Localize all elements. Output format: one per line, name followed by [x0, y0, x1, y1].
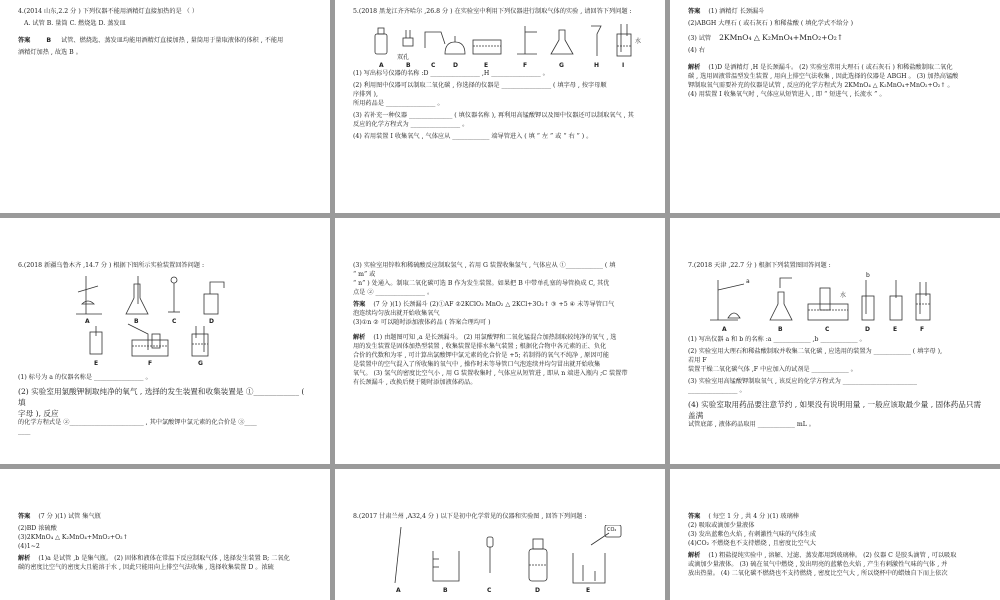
analysis-text-3: 合价的代数和为零 , 可计算出氯酸钾中氯元素的化合价是 +5; 若制得的氧气不纯净 , 原因可能	[353, 351, 609, 359]
q5-part-3a: (3) 若补充一种仪器 ______________ ( 填仪器名称 ), 再利用高锰酸钾以及图中仪器还可以制取氧气 , 其	[353, 111, 634, 119]
fig-label-B: B	[134, 317, 139, 325]
fig-label-G: G	[198, 359, 203, 367]
page-3	[670, 0, 1000, 213]
question-4-options: A. 试管 B. 量筒 C. 燃烧匙 D. 蒸发皿	[24, 19, 126, 27]
q5-part-2c: 所用药品是 ________________ 。	[353, 99, 444, 107]
answer-4: (4)CO₂ 不燃烧也不支持燃烧 , 且密度比空气大	[688, 539, 816, 547]
answer-text: 试管、燃烧匙、蒸发皿均能用酒精灯直接加热 , 量筒用于量取液体的体积 , 不能用	[61, 36, 284, 44]
question-5-stem: 5.(2018 黑龙江齐齐哈尔 ,26.8 分 ) 在实验室中利用下列仪器进行制取气体的实验 , 请回答下列问题 :	[353, 8, 632, 15]
q5-part-4: (4) 若用装置 I 收集氧气 , 气体应从 ____________ 端导管进入 ( 填 “ 左 ” 或 “ 右 ” ) 。	[353, 132, 593, 140]
answer-3	[688, 32, 982, 44]
answer-text-1: (7 分 )(1) 长颈漏斗 (2)①AF ②2KClO₃ MnO₂ △ 2KCl+3O₂↑ ③ +5 ④ 未等导管口气	[373, 300, 615, 308]
fig-label-A: A	[85, 317, 90, 325]
analysis-text-2: 碳 , 选用固液常温型发生装置 , 用向上排空气法收集 , 因此选择的仪器是 ABGH 。 (3) 加热高锰酸	[688, 72, 959, 80]
analysis-text-5: 氧气。 (3) 氢气的密度比空气小 , 用 G 装置收集时 , 气体应从短管进 , 即从 n 端进入瓶内 ;C 装置带	[353, 369, 628, 377]
q7-part-2b: 若用 F	[688, 356, 707, 364]
fig-label-E: E	[484, 61, 489, 69]
fig-label-a: a	[746, 277, 750, 285]
q7-part-3b: ________________ 。	[688, 386, 746, 394]
answer-line-1	[688, 8, 982, 17]
answer-1: ( 每空 1 分 , 共 4 分 )(1) 玻璃棒	[708, 513, 799, 520]
analysis-text-1: (1)D 是酒精灯 ,H 是长颈漏斗。 (2) 实验室常用大理石 ( 或石灰石 ) 和稀盐酸制取二氧化	[708, 63, 953, 71]
analysis-text-2: 碳的密度比空气的密度大且能溶于水 , 因此只能用向上排空气法收集 , 选择收集装置 D 。浓硫	[18, 563, 274, 571]
q7-part-2c: 装置干燥二氧化碳气体 ,F 中应加入的试剂是 ____________ 。	[688, 365, 857, 373]
fig-label-G: G	[559, 61, 564, 69]
fig-label-F: F	[920, 325, 925, 333]
analysis-text-2: 用的发生装置是固体加热型装置 , 收集装置是排水集气装置 ; 根据化合物中各元素的正、负化	[353, 342, 607, 350]
analysis-text-4: (4) 用装置 I 收集氧气时 , 气体应从短管进入 , 即 “ 短进气 , 长流水 ” 。	[688, 90, 886, 98]
answer-line-1	[18, 513, 312, 522]
answer-3-equation: 2KMnO₄ △ K₂MnO₄+MnO₂+O₂↑	[719, 32, 844, 42]
apparatus-figure-q7	[708, 271, 982, 336]
apparatus-figure-q5	[353, 20, 647, 70]
apparatus-drawing	[383, 525, 623, 589]
fig-label-B: B	[778, 325, 783, 333]
analysis-label: 解析	[18, 554, 31, 562]
answer-line-1	[688, 513, 982, 522]
answer-label: 答案	[353, 300, 366, 308]
analysis-line-1	[688, 64, 982, 73]
answer-4: (4) 右	[688, 46, 705, 54]
apparatus-figure-q8	[383, 525, 647, 595]
fig-label-F: F	[523, 61, 528, 69]
q6-part-2b: 字母 ), 反应	[18, 408, 59, 418]
fig-label-B: B	[406, 61, 411, 69]
analysis-line-1	[353, 334, 647, 343]
fig-co2-label: CO₂	[607, 526, 617, 533]
fig-label-F: F	[148, 359, 153, 367]
answer-3: (3)2KMnO₄ △ K₂MnO₄+MnO₂+O₂↑	[18, 533, 128, 541]
analysis-text-2: 或滴加少量液体。 (3) 硫在氧气中燃烧 , 发出明亮的蓝紫色火焰 , 产生有刺激性气味的气体 , 并	[688, 560, 948, 568]
q5-part-3b: 反应的化学方程式为 ________________ 。	[353, 120, 469, 128]
analysis-text-3: 放出热量。 (4) 二氧化碳不燃烧也不支持燃烧 , 密度比空气大 , 所以烧杯中的蜡烛自下而上依次	[688, 569, 948, 577]
q7-part-4b: 试管底部 , 液体药品取用 ____________ mL 。	[688, 420, 815, 428]
analysis-block	[353, 334, 647, 388]
answer-label: 答案	[688, 8, 701, 15]
fig-label-I: I	[622, 61, 625, 69]
q6-part-3d: 点是 ② ________________ 。	[353, 288, 434, 296]
page-5	[335, 218, 665, 464]
fig-label-A: A	[396, 586, 401, 594]
apparatus-drawing	[708, 271, 938, 326]
q5-part-2a: (2) 利用图中仪器可以制取二氧化碳 , 你选择的仪器是 ________________ ( 填字母 , 按字母顺	[353, 81, 607, 89]
fig-label-D: D	[865, 325, 870, 333]
answer-4: (4)1~2	[18, 542, 40, 550]
analysis-text-6: 有长颈漏斗 , 改换后便于随时添加液体药品。	[353, 378, 477, 386]
fig-label-E: E	[94, 359, 99, 367]
fig-label-D: D	[535, 586, 540, 594]
q7-part-2a: (2) 实验室用大理石和稀盐酸制取并收集二氧化碳 , 应选用的装置为 ____________ ( 填字母 ),	[688, 347, 943, 355]
q6-part-3a: (3) 实验室用锌粒和稀硫酸反应制取氢气 , 若用 G 装置收集氢气 , 气体应从 ①____________ ( 填	[353, 262, 616, 269]
fig-label-C: C	[825, 325, 830, 333]
fig-note-double-hole: 双孔	[397, 53, 410, 61]
q7-part-1: (1) 写出仪器 a 和 b 的名称 :a ____________ ,b ____________ 。	[688, 335, 866, 343]
page-7	[0, 469, 330, 600]
fig-label-B: B	[443, 586, 448, 594]
page-2	[335, 0, 665, 213]
analysis-text-1: (1) 粗盐提纯实验中 , 溶解、过滤、蒸发都用到玻璃棒。 (2) 仪器 C 是胶头滴管 , 可以吸取	[708, 551, 957, 559]
page-6	[670, 218, 1000, 464]
fig-label-E: E	[586, 586, 591, 594]
fig-label-b: b	[866, 271, 870, 279]
analysis-text-1: (1)a 是试管 ,b 是集气瓶。 (2) 固体和液体在常温下反应制取气体 , 选择发生装置 B; 二氧化	[38, 554, 290, 562]
answer-2: (2)BD 浓硫酸	[18, 524, 57, 532]
fig-label-E: E	[893, 325, 898, 333]
answer-label: 答案	[688, 513, 701, 520]
apparatus-figure-q6	[68, 274, 312, 374]
analysis-text-4: 是装置中的空气混入了所收集的氧气中 , 操作时未等导管口气泡连续并均匀冒出就开始收集	[353, 360, 601, 368]
answer-label: 答案	[18, 36, 31, 44]
q6-part-3c: “ n” ) 处通入。制取二氧化碳可选 B 作为发生装置。如果把 B 中带单孔塞的导管换成 C, 其优	[353, 279, 610, 287]
analysis-text-3: 钾制取氧气需要补充的仪器是试管 , 反应的化学方程式为 2KMnO₄ △ K₂MnO₄+MnO₂+O₂↑ 。	[688, 81, 954, 89]
fig-label-A: A	[379, 61, 384, 69]
answer-letter: B	[46, 36, 52, 44]
page-9	[670, 469, 1000, 600]
fig-label-D: D	[453, 61, 458, 69]
fig-water-label: 水	[635, 37, 642, 45]
answer-1: (1) 酒精灯 长颈漏斗	[708, 8, 765, 15]
q6-part-2a: (2) 实验室用氯酸钾制取纯净的氧气 , 选择的发生装置和收集装置是 ①____________ ( 填	[18, 386, 305, 407]
fig-water-label: 水	[840, 291, 847, 299]
fig-label-D: D	[209, 317, 214, 325]
answer-1: (7 分 )(1) 试管 集气瓶	[38, 513, 101, 520]
q6-part-2c: 的化学方程式是 ②________________________ , 其中氯酸钾中氯元素的化合价是 ③____	[18, 418, 257, 426]
q6-part-1: (1) 标号为 a 的仪器名称是 ________________ 。	[18, 373, 152, 381]
analysis-line-1	[688, 552, 982, 561]
question-6-stem: 6.(2018 新疆乌鲁木齐 ,14.7 分 ) 根据下图所示实验装置回答问题 :	[18, 262, 205, 269]
fig-label-C: C	[431, 61, 436, 69]
q7-part-4a: (4) 实验室取用药品要注意节约 , 如果没有说明用量 , 一般应该取最少量 , 固体药品只需盖满	[688, 399, 982, 420]
analysis-label: 解析	[353, 333, 366, 341]
fig-label-C: C	[487, 586, 492, 594]
analysis-text-1: (1) 由题图可知 ,a 是长颈漏斗。 (2) 用氯酸钾和二氧化锰混合加热制取较纯净的氧气 , 选	[373, 333, 617, 341]
apparatus-drawing	[68, 274, 248, 374]
page-1	[0, 0, 330, 213]
q6-part-2d: ____	[18, 427, 31, 435]
analysis-block	[688, 64, 982, 100]
analysis-label: 解析	[688, 63, 701, 71]
fig-label-H: H	[594, 61, 600, 69]
q5-part-2b: 序排列 ),	[353, 90, 378, 98]
fig-label-A: A	[722, 325, 727, 333]
question-7-stem: 7.(2018 天津 ,22.7 分 ) 根据下列装置图回答问题 :	[688, 262, 831, 269]
q5-part-1: (1) 写出标号仪器的名称 :D ________________ ,H ________________ 。	[353, 69, 549, 77]
answer-text-2: 泡连续均匀放出就开始收集氧气	[353, 309, 440, 317]
page-4	[0, 218, 330, 464]
answer-text-cont: 酒精灯加热 , 故选 B 。	[18, 48, 82, 56]
page-8	[335, 469, 665, 600]
answer-line-1	[353, 301, 647, 310]
question-8-stem: 8.(2017 甘肃兰州 ,A32,4 分 ) 以下是初中化学常见的仪器和实验图 , 回答下列问题 :	[353, 513, 587, 520]
answer-3-pre: (3) 试管	[688, 34, 712, 42]
answer-2: (2) 吸取或滴加少量液体	[688, 521, 755, 529]
answer-text-3: (3)①n ② 可以随时添加液体药品 ( 答案合理均可 )	[353, 318, 491, 326]
answer-3: (3) 发出蓝紫色火焰 , 有刺激性气味的气体生成	[688, 530, 817, 538]
answer-2: (2)ABGH 大理石 ( 或石灰石 ) 和稀盐酸 ( 填化学式不给分 )	[688, 19, 853, 27]
answer-label: 答案	[18, 513, 31, 520]
q7-part-3: (3) 实验室用高锰酸钾制取氧气 , 该反应的化学方程式为 ________________________	[688, 377, 917, 385]
analysis-label: 解析	[688, 551, 701, 559]
answer-block	[18, 37, 312, 46]
question-4-stem: 4.(2014 山东,2.2 分 ) 下列仪器不能用酒精灯直接加热的是 （ ）	[18, 8, 199, 15]
q6-part-3b: “ m” 或	[353, 270, 376, 278]
analysis-line-1	[18, 555, 312, 564]
fig-label-C: C	[172, 317, 177, 325]
